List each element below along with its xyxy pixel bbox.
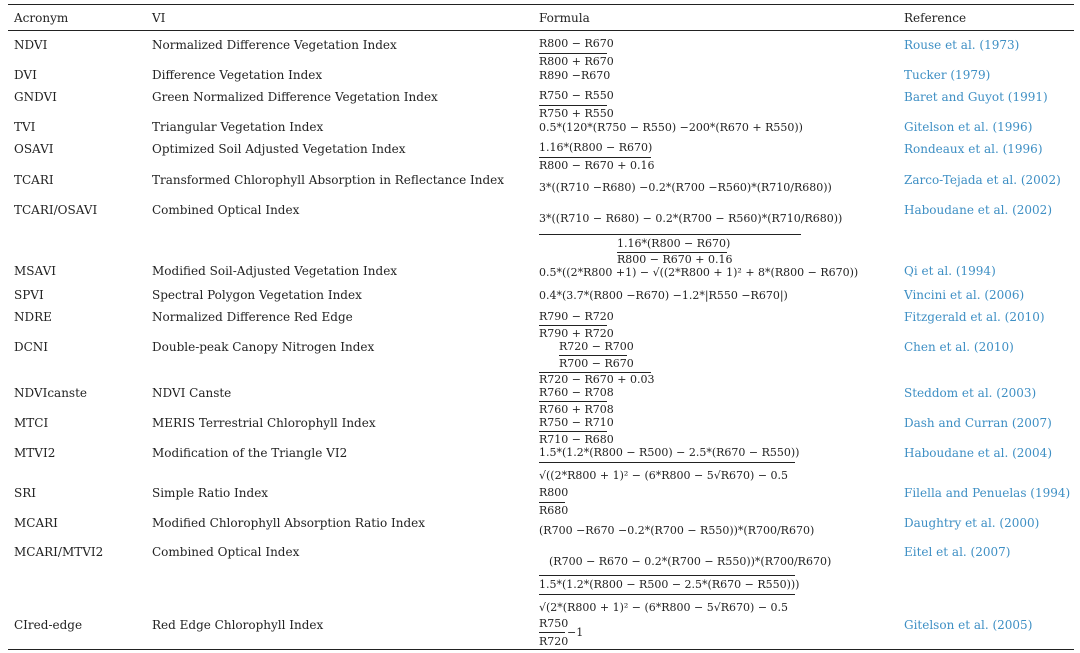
formula-numerator: R750 (539, 617, 569, 630)
reference-link[interactable]: Gitelson et al. (1996) (904, 120, 1033, 134)
formula-denominator: R720 (539, 635, 569, 648)
fraction-bar (539, 594, 795, 595)
formula-numerator: 1.5*(1.2*(R800 − R500) − 2.5*(R670 − R550)) (539, 446, 800, 459)
acronym-cell: SPVI (14, 288, 44, 302)
vi-cell: Triangular Vegetation Index (152, 120, 324, 134)
acronym-cell: CIred-edge (14, 618, 83, 632)
reference-link[interactable]: Steddom et al. (2003) (904, 386, 1037, 400)
fraction-bar (559, 355, 627, 356)
reference-link[interactable]: Chen et al. (2010) (904, 340, 1014, 354)
formula-numerator: (R700 − R670 − 0.2*(R700 − R550))*(R700/R670) (549, 555, 832, 568)
reference-link[interactable]: Gitelson et al. (2005) (904, 618, 1033, 632)
acronym-cell: NDVIcanste (14, 386, 88, 400)
formula-numerator: R790 − R720 (539, 310, 614, 323)
header-reference: Reference (904, 11, 967, 25)
reference-link[interactable]: Zarco-Tejada et al. (2002) (904, 173, 1061, 187)
header-formula: Formula (539, 11, 590, 25)
vi-cell: Double-peak Canopy Nitrogen Index (152, 340, 375, 354)
formula-denominator: R720 − R670 + 0.03 (539, 373, 655, 386)
reference-link[interactable]: Filella and Penuelas (1994) (904, 486, 1071, 500)
reference-link[interactable]: Vincini et al. (2006) (904, 288, 1025, 302)
formula-sub-numerator: 1.16*(R800 − R670) (617, 237, 731, 250)
reference-link[interactable]: Tucker (1979) (904, 68, 991, 82)
reference-link[interactable]: Eitel et al. (2007) (904, 545, 1011, 559)
fraction-bar (539, 431, 607, 432)
vi-cell: NDVI Canste (152, 386, 232, 400)
formula-text: 0.4*(3.7*(R800 −R670) −1.2*|R550 −R670|) (539, 289, 788, 302)
vi-cell: Simple Ratio Index (152, 486, 269, 500)
formula-sub-numerator: R720 − R700 (559, 340, 634, 353)
formula-text: R890 −R670 (539, 69, 611, 82)
acronym-cell: NDRE (14, 310, 52, 324)
formula-numerator: R800 − R670 (539, 37, 614, 50)
acronym-cell: MSAVI (14, 264, 56, 278)
top-rule (8, 4, 1074, 5)
reference-link[interactable]: Dash and Curran (2007) (904, 416, 1052, 430)
formula-text: 3*((R710 −R680) −0.2*(R700 −R560)*(R710/R680)) (539, 181, 832, 194)
formula-denominator: R800 − R670 + 0.16 (539, 159, 655, 172)
vi-cell: MERIS Terrestrial Chlorophyll Index (152, 416, 376, 430)
reference-link[interactable]: Qi et al. (1994) (904, 264, 996, 278)
fraction-bar (539, 401, 607, 402)
reference-link[interactable]: Daughtry et al. (2000) (904, 516, 1040, 530)
reference-link[interactable]: Fitzgerald et al. (2010) (904, 310, 1045, 324)
vi-cell: Normalized Difference Vegetation Index (152, 38, 397, 52)
formula-text: (R700 −R670 −0.2*(R700 − R550))*(R700/R670) (539, 524, 815, 537)
vi-cell: Optimized Soil Adjusted Vegetation Index (152, 142, 406, 156)
acronym-cell: OSAVI (14, 142, 54, 156)
acronym-cell: DCNI (14, 340, 49, 354)
acronym-cell: NDVI (14, 38, 48, 52)
formula-numerator: 3*((R710 − R680) − 0.2*(R700 − R560)*(R710/R680)) (539, 212, 843, 225)
vi-cell: Transformed Chlorophyll Absorption in Reflectance Index (152, 173, 505, 187)
formula-suffix: −1 (567, 626, 584, 639)
formula-numerator: R760 − R708 (539, 386, 614, 399)
reference-link[interactable]: Rondeaux et al. (1996) (904, 142, 1043, 156)
formula-sub-numerator: 1.5*(1.2*(R800 − R500 − 2.5*(R670 − R550))) (539, 578, 800, 591)
formula-sub-denominator: R700 − R670 (559, 357, 634, 370)
formula-denominator: R760 + R708 (539, 403, 614, 416)
fraction-bar (539, 105, 607, 106)
fraction-bar (539, 462, 795, 463)
fraction-bar (539, 502, 565, 503)
vi-cell: Normalized Difference Red Edge (152, 310, 353, 324)
acronym-cell: TCARI/OSAVI (14, 203, 98, 217)
reference-link[interactable]: Baret and Guyot (1991) (904, 90, 1048, 104)
acronym-cell: GNDVI (14, 90, 57, 104)
formula-text: 0.5*(120*(R750 − R550) −200*(R670 + R550)) (539, 121, 803, 134)
reference-link[interactable]: Rouse et al. (1973) (904, 38, 1020, 52)
vi-cell: Modified Chlorophyll Absorption Ratio Index (152, 516, 426, 530)
reference-link[interactable]: Haboudane et al. (2002) (904, 203, 1052, 217)
vi-cell: Red Edge Chlorophyll Index (152, 618, 324, 632)
fraction-bar (539, 325, 607, 326)
formula-denominator: R800 + R670 (539, 55, 614, 68)
fraction-bar (539, 575, 795, 576)
vi-cell: Combined Optical Index (152, 545, 300, 559)
formula-denominator: R680 (539, 504, 569, 517)
acronym-cell: MCARI/MTVI2 (14, 545, 104, 559)
acronym-cell: DVI (14, 68, 37, 82)
vi-cell: Green Normalized Difference Vegetation Index (152, 90, 438, 104)
formula-denominator: R750 + R550 (539, 107, 614, 120)
fraction-bar (539, 632, 565, 633)
header-vi: VI (152, 11, 166, 25)
acronym-cell: SRI (14, 486, 36, 500)
formula-denominator: R710 − R680 (539, 433, 614, 446)
formula-numerator: 1.16*(R800 − R670) (539, 141, 653, 154)
bottom-rule (8, 649, 1074, 650)
formula-numerator: R800 (539, 486, 569, 499)
fraction-bar (539, 234, 801, 235)
formula-numerator: R750 − R550 (539, 89, 614, 102)
acronym-cell: TVI (14, 120, 36, 134)
acronym-cell: MTCI (14, 416, 49, 430)
vi-cell: Spectral Polygon Vegetation Index (152, 288, 362, 302)
formula-text: 0.5*((2*R800 +1) − √((2*R800 + 1)² + 8*(R800 − R670)) (539, 266, 859, 279)
acronym-cell: MTVI2 (14, 446, 56, 460)
fraction-bar (539, 53, 607, 54)
formula-denominator: √((2*R800 + 1)² − (6*R800 − 5√R670) − 0.5 (539, 469, 789, 482)
vi-cell: Modified Soil-Adjusted Vegetation Index (152, 264, 398, 278)
vi-cell: Difference Vegetation Index (152, 68, 323, 82)
header-rule (8, 30, 1074, 31)
formula-numerator: R750 − R710 (539, 416, 614, 429)
vi-cell: Combined Optical Index (152, 203, 300, 217)
header-acronym: Acronym (14, 11, 69, 25)
reference-link[interactable]: Haboudane et al. (2004) (904, 446, 1052, 460)
vi-cell: Modification of the Triangle VI2 (152, 446, 348, 460)
acronym-cell: TCARI (14, 173, 54, 187)
fraction-bar (539, 157, 651, 158)
formula-denominator: R790 + R720 (539, 327, 614, 340)
formula-sub-denominator: √(2*(R800 + 1)² − (6*R800 − 5√R670) − 0.5 (539, 601, 789, 614)
formula-sub-denominator: R800 − R670 + 0.16 (617, 253, 733, 266)
acronym-cell: MCARI (14, 516, 58, 530)
